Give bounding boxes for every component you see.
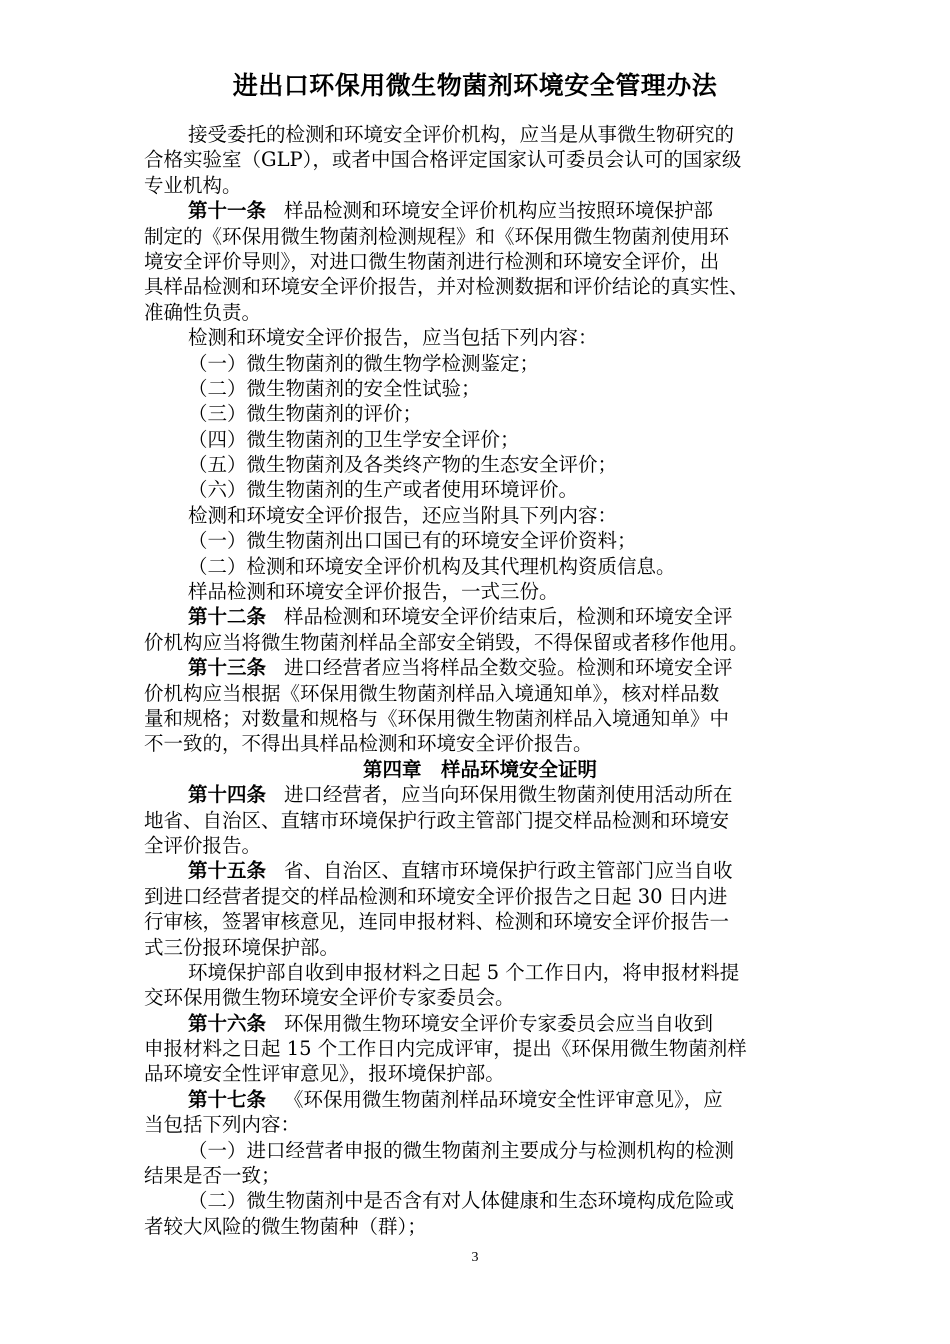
paragraph-line: 接受委托的检测和环境安全评价机构，应当是从事微生物研究的 <box>188 123 735 146</box>
paragraph-line: 制定的《环保用微生物菌剂检测规程》和《环保用微生物菌剂使用环 <box>144 224 730 248</box>
page-title: 进出口环保用微生物菌剂环境安全管理办法 <box>232 71 718 100</box>
article-12-first-line: 第十二条 样品检测和环境安全评价结束后，检测和环境安全评 <box>188 605 733 629</box>
paragraph-line: 地省、自治区、直辖市环境保护行政主管部门提交样品检测和环境安 <box>144 808 730 832</box>
list-item: （六）微生物菌剂的生产或者使用环境评价。 <box>188 478 579 502</box>
article-12-label: 第十二条 <box>188 605 267 629</box>
article-14-first-line: 第十四条 进口经营者，应当向环保用微生物菌剂使用活动所在 <box>188 783 733 807</box>
paragraph-line: 价机构应当将微生物菌剂样品全部安全销毁，不得保留或者移作他用。 <box>144 630 749 654</box>
list-item: （二）检测和环境安全评价机构及其代理机构资质信息。 <box>188 554 676 578</box>
page-number: 3 <box>471 1250 479 1265</box>
paragraph-line: 品环境安全性评审意见》，报环境保护部。 <box>144 1062 505 1086</box>
list-item: （一）微生物菌剂出口国已有的环境安全评价资料； <box>188 529 637 553</box>
paragraph-line: 具样品检测和环境安全评价报告，并对检测数据和评价结论的真实性、 <box>144 275 749 299</box>
report-intro: 检测和环境安全评价报告，应当包括下列内容： <box>188 326 598 350</box>
paragraph-line: 量和规格；对数量和规格与《环保用微生物菌剂样品入境通知单》中 <box>144 706 730 730</box>
article-15-first-line: 第十五条 省、自治区、直辖市环境保护行政主管部门应当自收 <box>188 859 733 883</box>
paragraph-line: 行审核，签署审核意见，连同申报材料、检测和环境安全评价报告一 <box>144 910 730 934</box>
list-item: （四）微生物菌剂的卫生学安全评价； <box>188 427 520 451</box>
paragraph-line: 准确性负责。 <box>144 300 262 324</box>
copies-line: 样品检测和环境安全评价报告，一式三份。 <box>188 580 559 604</box>
list-item: （一）进口经营者申报的微生物菌剂主要成分与检测机构的检测 <box>188 1138 735 1162</box>
list-item-continuation: 者较大风险的微生物菌种（群）； <box>144 1214 427 1238</box>
paragraph-line: 不一致的，不得出具样品检测和环境安全评价报告。 <box>144 732 593 756</box>
paragraph-line: 当包括下列内容： <box>144 1113 301 1137</box>
paragraph-line: 价机构应当根据《环保用微生物菌剂样品入境通知单》，核对样品数 <box>144 681 720 705</box>
list-item-continuation: 结果是否一致； <box>144 1164 281 1188</box>
article-15-label: 第十五条 <box>188 859 267 883</box>
attach-intro: 检测和环境安全评价报告，还应当附具下列内容： <box>188 503 618 527</box>
paragraph-line: 式三份报环境保护部。 <box>144 935 340 959</box>
chapter-heading: 第四章 样品环境安全证明 <box>362 757 597 781</box>
list-item: （一）微生物菌剂的微生物学检测鉴定； <box>188 351 540 375</box>
list-item: （二）微生物菌剂的安全性试验； <box>188 376 481 400</box>
article-16-first-line: 第十六条 环保用微生物环境安全评价专家委员会应当自收到 <box>188 1011 714 1035</box>
paragraph-line: 专业机构。 <box>144 173 242 197</box>
paragraph-line: 合格实验室（GLP），或者中国合格评定国家认可委员会认可的国家级 <box>144 148 742 172</box>
article-11-label: 第十一条 <box>188 199 267 223</box>
paragraph-line: 交环保用微生物环境安全评价专家委员会。 <box>144 986 515 1010</box>
paragraph-line: 境安全评价导则》，对进口微生物菌剂进行检测和环境安全评价，出 <box>144 249 720 273</box>
list-item: （五）微生物菌剂及各类终产物的生态安全评价； <box>188 453 618 477</box>
paragraph-line: 申报材料之日起 15 个工作日内完成评审，提出《环保用微生物菌剂样 <box>144 1037 747 1061</box>
article-11-first-line: 第十一条 样品检测和环境安全评价机构应当按照环境保护部 <box>188 199 714 223</box>
list-item: （二）微生物菌剂中是否含有对人体健康和生态环境构成危险或 <box>188 1189 735 1213</box>
paragraph-line: 环境保护部自收到申报材料之日起 5 个工作日内，将申报材料提 <box>188 960 740 984</box>
article-17-first-line: 第十七条 《环保用微生物菌剂样品环境安全性评审意见》，应 <box>188 1087 723 1111</box>
article-17-label: 第十七条 <box>188 1087 267 1111</box>
paragraph-line: 全评价报告。 <box>144 833 262 857</box>
document-body <box>144 122 816 1239</box>
paragraph-line: 到进口经营者提交的样品检测和环境安全评价报告之日起 30 日内进 <box>144 884 728 908</box>
article-16-label: 第十六条 <box>188 1011 267 1035</box>
article-13-label: 第十三条 <box>188 656 267 680</box>
list-item: （三）微生物菌剂的评价； <box>188 402 423 426</box>
article-13-first-line: 第十三条 进口经营者应当将样品全数交验。检测和环境安全评 <box>188 656 733 680</box>
article-14-label: 第十四条 <box>188 783 267 807</box>
